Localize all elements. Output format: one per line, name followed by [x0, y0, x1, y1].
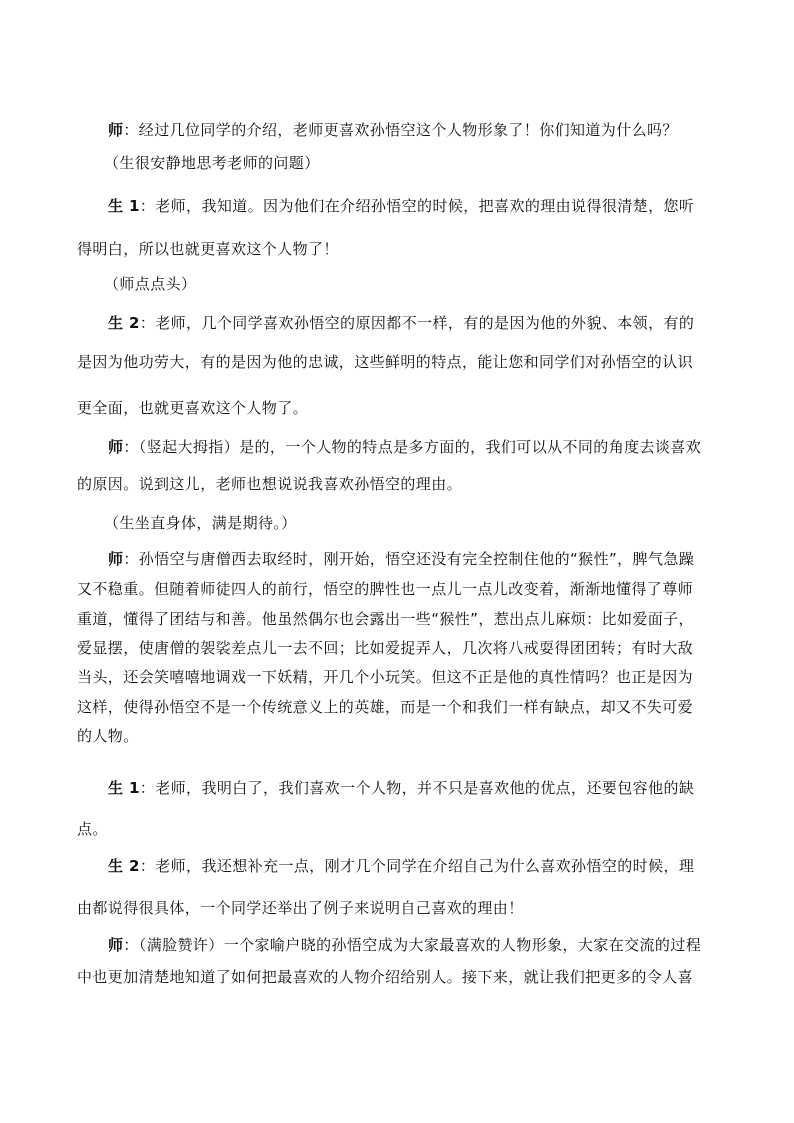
- paragraph-line: [108, 781, 694, 796]
- paragraph-line: [108, 938, 701, 953]
- line-text: 点。: [77, 820, 108, 838]
- speaker-label: 师: [108, 438, 124, 456]
- paragraph-line: [77, 582, 693, 597]
- line-text: ：老师，我明白了，我们喜欢一个人物，并不只是喜欢他的优点，还要包容他的缺: [139, 779, 695, 797]
- speaker-label: 生 1: [108, 197, 140, 215]
- line-text: 重道，懂得了团结与和善。他虽然偶尔也会露出一些“猴性”，惹出点儿麻烦：比如爱面子，: [77, 610, 694, 628]
- paragraph-line: [77, 901, 524, 916]
- line-text: ：经过几位同学的介绍，老师更喜欢孙悟空这个人物形象了！你们知道为什么吗？: [123, 121, 678, 139]
- paragraph-line: [77, 355, 693, 370]
- paragraph-line: [108, 123, 678, 138]
- speaker-label: 师: [108, 936, 124, 954]
- paragraph-line: [108, 440, 701, 455]
- paragraph-line: [77, 822, 108, 837]
- line-text: ：老师，我知道。因为他们在介绍孙悟空的时候，把喜欢的理由说得很清楚，您听: [139, 197, 695, 215]
- paragraph-line: [104, 156, 320, 171]
- line-text: 爱显摆，使唐僧的袈裟差点儿一去不回；比如爱捉弄人，几次将八戒耍得团团转；有时大敌: [77, 639, 694, 657]
- paragraph-line: [77, 729, 139, 744]
- paragraph-line: [108, 859, 694, 874]
- line-text: （生坐直身体，满是期待。）: [104, 514, 297, 532]
- paragraph-line: [108, 316, 694, 331]
- line-text: （师点点头）: [104, 275, 197, 293]
- line-text: 这样，使得孙悟空不是一个传统意义上的英雄，而是一个和我们一样有缺点，却又不失可爱: [77, 698, 694, 716]
- line-text: 得明白，所以也就更喜欢这个人物了！: [77, 240, 339, 258]
- paragraph-line: [77, 670, 693, 685]
- line-text: ：（竖起大拇指）是的，一个人物的特点是多方面的，我们可以从不同的角度去谈喜欢: [123, 438, 702, 456]
- paragraph-line: [77, 401, 308, 416]
- paragraph-line: [77, 970, 693, 985]
- paragraph-line: [77, 242, 339, 257]
- line-text: 当头，还会笑嘻嘻地调戏一下妖精，开几个小玩笑。但这不正是他的真性情吗？也正是因为: [77, 668, 694, 686]
- line-text: 更全面，也就更喜欢这个人物了。: [77, 399, 309, 417]
- speaker-label: 师: [108, 550, 124, 568]
- line-text: 是因为他功劳大，有的是因为他的忠诚，这些鲜明的特点，能让您和同学们对孙悟空的认识: [77, 353, 694, 371]
- line-text: 由都说得很具体，一个同学还举出了例子来说明自己喜欢的理由！: [77, 899, 524, 917]
- line-text: （生很安静地思考老师的问题）: [104, 154, 320, 172]
- speaker-label: 生 2: [108, 314, 140, 332]
- paragraph-line: [108, 199, 694, 214]
- line-text: ：老师，几个同学喜欢孙悟空的原因都不一样，有的是因为他的外貌、本领，有的: [139, 314, 695, 332]
- paragraph-line: [108, 552, 694, 567]
- line-text: 又不稳重。但随着师徒四人的前行，悟空的脾性也一点儿一点儿改变着，渐渐地懂得了尊师: [77, 580, 694, 598]
- paragraph-line: [77, 641, 693, 656]
- line-text: ：（满脸赞许）一个家喻户晓的孙悟空成为大家最喜欢的人物形象，大家在交流的过程: [123, 936, 702, 954]
- paragraph-line: [77, 477, 462, 492]
- speaker-label: 生 1: [108, 779, 140, 797]
- speaker-label: 师: [108, 121, 124, 139]
- line-text: ：老师，我还想补充一点，刚才几个同学在介绍自己为什么喜欢孙悟空的时候，理: [139, 857, 695, 875]
- paragraph-line: [77, 612, 694, 627]
- line-text: 中也更加清楚地知道了如何把最喜欢的人物介绍给别人。接下来，就让我们把更多的令人喜: [77, 968, 694, 986]
- paragraph-line: [104, 516, 297, 531]
- line-text: 的原因。说到这儿，老师也想说说我喜欢孙悟空的理由。: [77, 475, 463, 493]
- line-text: 的人物。: [77, 727, 139, 745]
- line-text: ：孙悟空与唐僧西去取经时，刚开始，悟空还没有完全控制住他的“猴性”，脾气急躁: [123, 550, 695, 568]
- paragraph-line: [77, 700, 693, 715]
- speaker-label: 生 2: [108, 857, 140, 875]
- paragraph-line: [104, 277, 196, 292]
